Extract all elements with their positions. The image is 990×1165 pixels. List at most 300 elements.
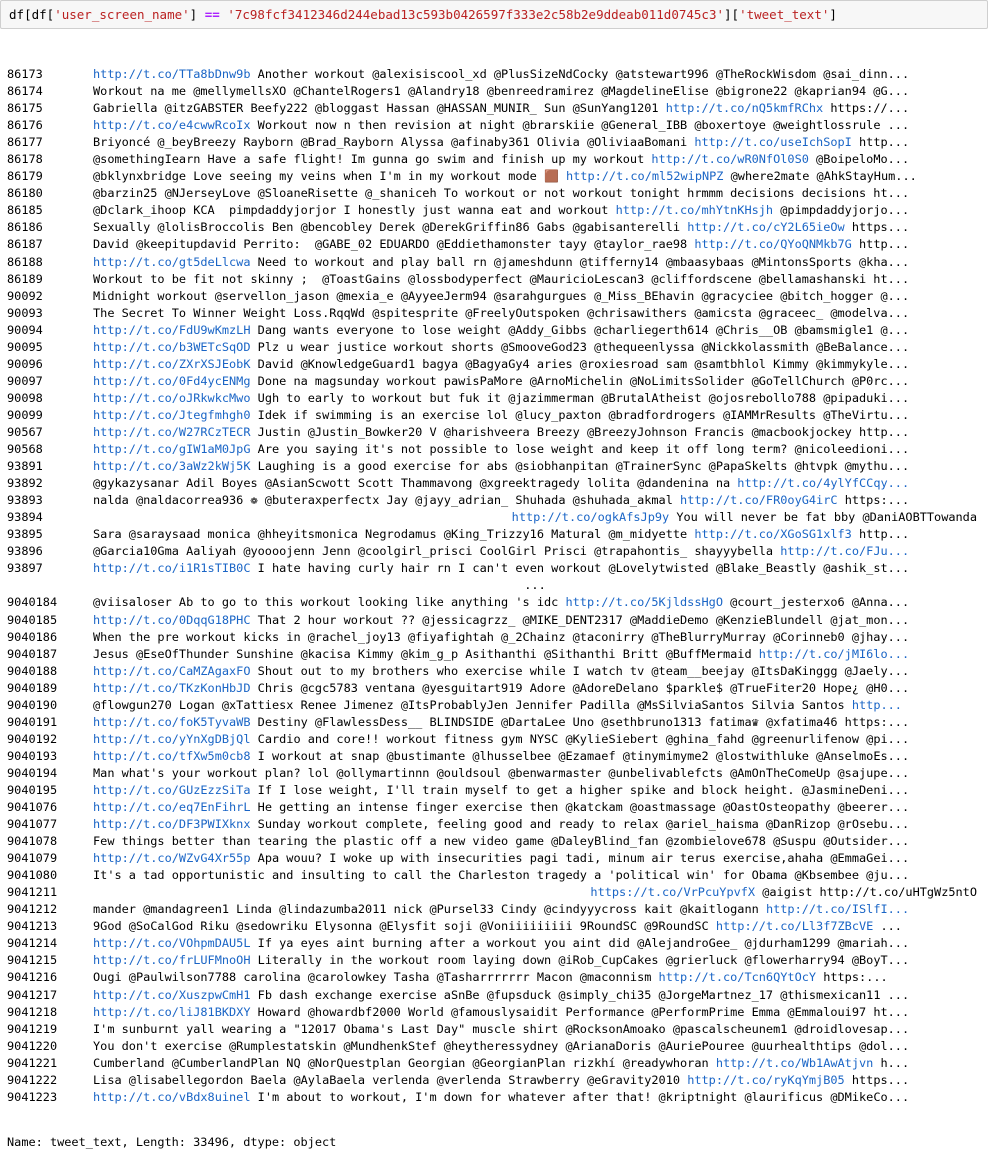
row-value [93,271,977,288]
row-index: 90096 [7,356,43,371]
row-value [93,407,977,424]
tweet-link[interactable]: http://t.co/W27RCzTECR [93,424,251,439]
value-text-post: Chris @cgc5783 ventana @yesguitart919 Adore @AdoreDelano $parkle$ @TrueFiter20 Hope¿ @H0... [250,680,910,695]
value-text-pre: mander @mandagreen1 Linda @lindazumba2011 nick @Pursel33 Cindy @cindyyycross kait @kaitlogann [93,902,766,917]
row-index: 93895 [7,527,43,542]
row-index: 9041211 [7,885,58,900]
row-value [93,663,977,680]
row-index: 9040194 [7,765,58,780]
series-row [7,1089,983,1106]
tweet-link[interactable]: http://t.co/0Fd4ycENMg [93,373,251,388]
row-index: 9041220 [7,1038,58,1053]
value-text-post: Justin @Justin_Bowker20 V @harishveera Breezy @BreezyJohnson Francis @macbookjockey http... [250,424,910,439]
row-index: 93891 [7,459,43,474]
series-row [7,441,983,458]
code-column: 'user_screen_name' [54,7,190,22]
value-text-pre: Man what's your workout plan? lol @ollymartinnn @ouldsoul @benwarmaster @unbelivablefcts @AmOnTheComeUp @sajupe... [93,765,910,780]
series-row [7,219,983,236]
code-bracket-5: ] [829,7,837,22]
series-row [7,816,983,833]
tweet-link[interactable]: http://t.co/XGoSG1xlf3 [694,527,852,542]
value-text-pre: David @keepitupdavid Perrito: @GABE_02 EDUARDO @Eddiethamonster tayy @taylor_rae98 [93,237,695,252]
value-text-pre: Sexually @lolisBroccolis Ben @bencobley Derek @DerekGriffin86 Gabs @gabisanterelli [93,220,688,235]
value-text-post: That 2 hour workout ?? @jessicagrzz_ @MIKE_DENT2317 @MaddieDemo @KenzieBlundell @jat_mon... [250,612,910,627]
tweet-link[interactable]: http://t.co/GUzEzzSiTa [93,782,251,797]
row-index: 93896 [7,544,43,559]
row-index: 9041213 [7,919,58,934]
value-text-post: Dang wants everyone to lose weight @Addy_Gibbs @charliegerth614 @Chris__OB @bamsmigle1 @... [250,322,910,337]
row-index: 86178 [7,152,43,167]
value-text-post: I workout at snap @bustimante @lhusselbee @Ezamaef @tinymimyme2 @lostwithluke @AnselmoEs... [250,748,910,763]
row-index: 93892 [7,476,43,491]
series-row [7,1055,983,1072]
value-text-pre: Briyoncé @_beyBreezy Rayborn @Brad_Rayborn Alyssa @afinaby361 Olivia @OliviaaBomani [93,135,695,150]
tweet-link[interactable]: http://t.co/mhYtnKHsjh [615,203,774,218]
series-row [7,543,983,560]
series-row [7,509,983,526]
series-row [7,305,983,322]
row-value [93,373,977,390]
tweet-link[interactable]: http://t.co/foK5TyvaWB [93,714,251,729]
row-index: 9040184 [7,595,58,610]
value-text-post: @pimpdaddyjorjo... [773,203,910,218]
series-row [7,560,983,577]
row-value [93,833,977,850]
value-text-pre: Midnight workout @servellon_jason @mexia_e @AyyeeJerm94 @sarahgurgues @_Miss_BEhavin @gracyciee @bitch_hogger @... [93,288,910,303]
row-index: 93893 [7,493,43,508]
row-index: 9041214 [7,936,58,951]
value-text-pre: @somethingIearn Have a safe flight! Im gunna go swim and finish up my workout [93,152,652,167]
row-value [93,322,977,339]
row-value [93,646,977,663]
value-text-pre: It's a tad opportunistic and insulting to call the Charleston tragedy a 'political win' for Obama @Kbsembee @ju... [93,868,910,883]
value-text-pre: Gabriella @itzGABSTER Beefy222 @bloggast Hassan @HASSAN_MUNIR_ Sun @SunYang1201 [93,101,666,116]
row-index: 86177 [7,135,43,150]
row-index: 90095 [7,339,43,354]
value-text-post: Cardio and core!! workout fitness gym NYSC @KylieSiebert @ghina_fahd @greenurlifenow @pi... [250,731,910,746]
tweet-link[interactable]: http://t.co/VOhpmDAU5L [93,936,251,951]
series-row [7,901,983,918]
row-index: 9040189 [7,680,58,695]
row-value [93,441,977,458]
row-index: 90097 [7,373,43,388]
row-index: 9040195 [7,782,58,797]
row-value [93,1055,977,1072]
code-bracket: [ [24,7,32,22]
series-row [7,322,983,339]
row-index: 9040191 [7,714,58,729]
row-value [93,680,977,697]
tweet-link[interactable]: http://t.co/DF3PWIXknx [93,817,251,832]
value-text-post: https://... [823,101,910,116]
row-index: 86189 [7,271,43,286]
value-text-post: @where2mate @AhkStayHum... [723,169,917,184]
row-value [93,731,977,748]
series-row [7,1021,983,1038]
tweet-link[interactable]: http://t.co/ryKqYmjB05 [687,1072,845,1087]
row-index: 9041079 [7,851,58,866]
row-index: 90099 [7,407,43,422]
value-text-post: Need to workout and play ball rn @jameshdunn @tifferny14 @mbaasybaas @MintonsSports @kha... [250,254,910,269]
row-index: 9041078 [7,834,58,849]
code-bracket-3: ] [189,7,205,22]
tweet-link[interactable]: http://t.co/Tcn6QYtOcY [658,970,817,985]
value-text-post: Ugh to early to workout but fuk it @jazimmerman @BrutalAtheist @ojosrebollo788 @pipaduki... [250,390,910,405]
value-text-pre: I'm sunburnt yall wearing a "12017 Obama's Last Day" muscle shirt @RocksonAmoako @pascalscheunem1 @droidlovesap... [93,1021,910,1036]
value-text-pre: Workout na me @mellymellsXO @ChantelRogers1 @Alandry18 @benreedramirez @MagdelineElise @bigrone22 @kaprian94 @G... [93,84,910,99]
tweet-link[interactable]: http://t.co/FdU9wKmzLH [93,322,251,337]
series-row [7,1072,983,1089]
row-value [93,612,977,629]
value-text-post: http... [851,135,910,150]
value-text-post: Laughing is a good exercise for abs @siobhanpitan @TrainerSync @PapaSkelts @htvpk @mythu... [250,459,910,474]
tweet-link[interactable]: http://t.co/0DqqG18PHC [93,612,251,627]
tweet-link[interactable]: http://t.co/4ylYfCCqy... [737,476,910,491]
series-row [7,714,983,731]
tweet-link[interactable]: http://t.co/wR0NfOl0S0 [651,152,809,167]
row-value [93,254,977,271]
value-text-post: If ya eyes aint burning after a workout you aint did @AlejandroGee_ @jdurham1299 @mariah... [250,936,910,951]
value-text-post: Shout out to my brothers who exercise while I watch tv @team__beejay @ItsDaKinggg @Jaely... [250,663,910,678]
series-row [7,492,983,509]
row-index: 90098 [7,390,43,405]
value-text-pre: Workout to be fit not skinny ; @ToastGains @lossbodyperfect @MauricioLescan3 @cliffordscene @bellamashanski ht... [93,271,910,286]
value-text-pre: ... [524,578,546,593]
tweet-link[interactable]: http://t.co/tfXw5m0cb8 [93,748,251,763]
tweet-link[interactable]: http://t.co/WZvG4Xr55p [93,851,251,866]
row-index: 86186 [7,220,43,235]
series-row [7,202,983,219]
row-value [93,66,977,83]
row-value [93,782,977,799]
tweet-link[interactable]: http://t.co/e4cwwRcoIx [93,118,251,133]
row-index: 9041219 [7,1021,58,1036]
row-value [93,288,977,305]
series-row [7,100,983,117]
value-text-pre: @Dclark_ihoop KCA pimpdaddyjorjor I honestly just wanna eat and workout [93,203,616,218]
value-text-post: @BoipeloMo... [808,152,910,167]
row-index: 86179 [7,169,43,184]
row-index: 86180 [7,186,43,201]
series-row [7,83,983,100]
tweet-link[interactable]: http://t.co/frLUFMnoOH [93,953,251,968]
code-value: '7c98fcf3412346d244ebad13c593b0426597f333e2c58b2e9ddeab011d0745c3' [227,7,725,22]
row-index: 93897 [7,561,43,576]
value-text-post: Destiny @FlawlessDess__ BLINDSIDE @DartaLee Uno @sethbruno1313 fatima♛ @xfatima46 https:... [250,714,910,729]
tweet-link[interactable]: http://t.co/i1R1sTIB0C [93,561,251,576]
row-index: 9040192 [7,731,58,746]
series-row [7,151,983,168]
series-row [7,475,983,492]
tweet-link[interactable]: http://t.co/Wb1AwAtjvn [715,1055,874,1070]
tweet-link[interactable]: http://t.co/3aWz2kWj5K [93,459,251,474]
row-index: 9040187 [7,646,58,661]
row-index: 9041077 [7,817,58,832]
row-index: 90568 [7,442,43,457]
row-index: 90567 [7,424,43,439]
row-index: 86188 [7,254,43,269]
row-value [93,151,977,168]
value-text-post: https... [844,1072,910,1087]
value-text-post: Workout now n then revision at night @brarskiie @General_IBB @boxertoye @weightlossrule ... [250,118,910,133]
row-value [93,918,977,935]
row-value [93,424,977,441]
value-text-pre: 9God @SoCalGod Riku @sedowriku Elysonna @Elysfit soji @Voniiiiiiiii 9RoundSC @9RoundSC [93,919,716,934]
value-text-pre: Ougi @Paulwilson7788 carolina @carolowkey Tasha @Tasharrrrrrr Macon @maconnism [93,970,659,985]
value-text-pre: Cumberland @CumberlandPlan NQ @NorQuestplan Georgian @GeorgianPlan rizkhí @readywhoran [93,1055,716,1070]
row-index: 9041076 [7,800,58,815]
tweet-link[interactable]: https://t.co/VrPcuYpvfX [590,885,756,900]
value-text-post: Another workout @alexisiscool_xd @PlusSizeNdCocky @atstewart996 @TheRockWisdom @sai_dinn... [250,67,910,81]
tweet-link[interactable]: http://t.co/FJu... [780,544,910,559]
series-row [7,969,983,986]
row-value [93,83,977,100]
row-value [93,526,977,543]
series-row [7,577,983,594]
row-value [93,168,977,185]
tweet-link[interactable]: http... [851,697,902,712]
row-value [93,987,977,1004]
value-text-post: https:... [837,493,910,508]
series-row [7,339,983,356]
row-value [93,748,977,765]
code-input-cell[interactable] [0,0,988,29]
value-text-pre: nalda @naldacorrea936 ❁ @buteraxperfectx Jay @jayy_adrian_ Shuhada @shuhada_akmal [93,493,681,508]
series-row [7,594,983,611]
tweet-link[interactable]: http://t.co/useIchSopI [694,135,852,150]
tweet-link[interactable]: http://t.co/ZXrXSJEobK [93,356,251,371]
series-row [7,526,983,543]
row-index: 90094 [7,322,43,337]
tweet-link[interactable]: http://t.co/b3WETcSqOD [93,339,251,354]
row-value [93,475,977,492]
row-value [93,509,977,526]
row-value [93,236,977,253]
row-value [93,100,977,117]
row-index: 9040185 [7,612,58,627]
row-value [93,492,977,509]
row-value [93,867,977,884]
value-text-post: If I lose weight, I'll train myself to get a higher spike and block height. @JasmineDeni... [250,782,910,797]
tweet-link[interactable]: http://t.co/Jtegfmhgh0 [93,407,251,422]
series-row [7,168,983,185]
series-row [7,935,983,952]
tweet-link[interactable]: http://t.co/ml52wipNPZ [565,169,724,184]
tweet-link[interactable]: http://t.co/ogkAfsJp9y [511,510,670,525]
series-row [7,765,983,782]
row-value [93,629,977,646]
row-index: 9041216 [7,970,58,985]
row-index: 9041215 [7,953,58,968]
code-bracket-4: ][ [724,7,740,22]
tweet-link[interactable]: http://t.co/XuszpwCmH1 [93,987,251,1002]
series-row [7,373,983,390]
row-value [93,577,977,594]
row-value [93,714,977,731]
value-text-pre: @gykazysanar Adil Boyes @AsianScwott Scott Thammavong @xgreektragedy lolita @dandenina na [93,476,738,491]
series-row [7,424,983,441]
row-index: 9040186 [7,629,58,644]
series-row [7,782,983,799]
row-value [93,219,977,236]
series-row [7,799,983,816]
value-text-pre: You don't exercise @Rumplestatskin @MundhenkStef @heytheressydney @ArianaDoris @AuriePouree @uurhealthtips @dol... [93,1038,910,1053]
series-row [7,646,983,663]
value-text-pre: @bklynxbridge Love seeing my veins when I'm in my workout mode 🟫 [93,169,566,184]
series-rows [7,66,983,1106]
code-df: df [9,7,25,22]
value-text-post: ... [873,919,902,934]
value-text-post: Fb dash exchange exercise aSnBe @fupsduck @simply_chi35 @JorgeMartnez_17 @thismexican11 ... [250,987,910,1002]
value-text-post: David @KnowledgeGuard1 bagya @BagyaGy4 aries @roxiesroad sam @samtbhlol Kimmy @kimmykyle... [250,356,910,371]
row-index: 9041080 [7,868,58,883]
value-text-post: http... [851,527,910,542]
row-value [93,356,977,373]
series-row [7,612,983,629]
row-index: 9041222 [7,1072,58,1087]
row-index: 86185 [7,203,43,218]
row-value [93,1004,977,1021]
row-value [93,1089,977,1106]
value-text-pre: @viisaloser Ab to go to this workout looking like anything 's idc [93,595,566,610]
row-value [93,1038,977,1055]
row-value [93,117,977,134]
series-row [7,254,983,271]
value-text-pre: Jesus @EseOfThunder Sunshine @kacisa Kimmy @kim_g_p Asithanthi @Sithanthi Britt @BuffMermaid [93,646,759,661]
value-text-post: I hate having curly hair rn I can't even workout @Lovelytwisted @Blake_Beastly @ashik_st... [250,561,910,576]
series-row [7,117,983,134]
series-row [7,185,983,202]
row-value [93,458,977,475]
tweet-link[interactable]: http://t.co/eq7EnFihrL [93,800,251,815]
row-value [93,850,977,867]
tweet-link[interactable]: http://t.co/gIW1aM0JpG [93,442,251,457]
code-op: == [204,7,220,22]
tweet-link[interactable]: http://t.co/ISlfI... [765,902,910,917]
series-row [7,884,983,901]
tweet-link[interactable]: http://t.co/TTa8bDnw9b [93,67,251,81]
series-row [7,356,983,373]
row-value [93,560,977,577]
value-text-post: Sunday workout complete, feeling good and ready to relax @ariel_haisma @DanRizop @rOsebu... [250,817,910,832]
value-text-pre: Sara @saraysaad monica @hheyitsmonica Negrodamus @King_Trizzy16 Matural @m_midyette [93,527,695,542]
row-index: 86176 [7,118,43,133]
series-row [7,918,983,935]
series-row [7,66,983,83]
row-value [93,134,977,151]
row-value [93,1021,977,1038]
row-value [93,594,977,611]
row-value [93,339,977,356]
value-text-post: https:... [816,970,888,985]
value-text-pre: @flowgun270 Logan @xTattiesx Renee Jimenez @ItsProbablyJen Jennifer Padilla @MsSilviaSantos Silvia Santos [93,697,852,712]
code-line [9,7,837,23]
tweet-link[interactable]: http://t.co/Ll3f7ZBcVE [715,919,874,934]
tweet-link[interactable]: http://t.co/FR0oyG4irC [680,493,838,508]
row-index: 9041217 [7,987,58,1002]
tweet-link[interactable]: http://t.co/cY2L65ieOw [687,220,845,235]
tweet-link[interactable]: http://t.co/QYoQNMkb7G [694,237,852,252]
series-row [7,1004,983,1021]
series-row [7,952,983,969]
tweet-link[interactable]: http://t.co/5KjldssHgO [565,595,723,610]
row-value [93,543,977,560]
series-row [7,271,983,288]
tweet-link[interactable]: http://t.co/vBdx8uinel [93,1089,251,1104]
series-row [7,663,983,680]
series-row [7,833,983,850]
code-bracket-2: [ [46,7,55,22]
tweet-link[interactable]: http://t.co/gt5deLlcwa [93,254,251,269]
series-row [7,748,983,765]
value-text-post: Plz u wear justice workout shorts @SmooveGod23 @thequeenlyssa @Nickkolassmith @BeBalance... [250,339,910,354]
row-value [93,765,977,782]
row-index: 9041221 [7,1055,58,1070]
tweet-link[interactable]: http://t.co/TKzKonHbJD [93,680,251,695]
row-value [93,202,977,219]
value-text-post: I'm about to workout, I'm down for whatever after that! @kriptnight @laurificus @DMikeCo... [250,1089,910,1104]
row-value [93,799,977,816]
row-index: 9040188 [7,663,58,678]
row-value [93,952,977,969]
value-text-post: Apa wouu? I woke up with insecurities pagi tadi, minum air terus exercise,ahaha @EmmaGei... [250,851,910,866]
value-text-pre: When the pre workout kicks in @rachel_joy13 @fiyafightah @_2Chainz @taconirry @TheBlurryMurray @Corinneb0 @jhay... [93,629,910,644]
row-value [93,901,977,918]
value-text-post: http... [851,237,910,252]
series-row [7,680,983,697]
tweet-link[interactable]: http://t.co/CaMZAgaxFO [93,663,251,678]
row-value [93,816,977,833]
output-area [7,38,983,1165]
value-text-post: He getting an intense finger exercise then @katckam @oastmassage @OastOsteopathy @beerer... [250,800,910,815]
row-value [93,1072,977,1089]
value-text-post: https... [844,220,910,235]
tweet-link[interactable]: http://t.co/yYnXgDBjQl [93,731,251,746]
row-index: 90092 [7,288,43,303]
series-row [7,697,983,714]
value-text-post: Literally in the workout room laying down @iRob_CupCakes @grierluck @flowerharry94 @BoyT... [250,953,910,968]
series-row [7,288,983,305]
row-index: 9041218 [7,1004,58,1019]
series-row [7,987,983,1004]
tweet-link[interactable]: http://t.co/liJ81BKDXY [93,1004,251,1019]
tweet-link[interactable]: http://t.co/jMI6lo... [758,646,910,661]
row-index: 86175 [7,101,43,116]
series-row [7,867,983,884]
tweet-link[interactable]: http://t.co/nQ5kmfRChx [665,101,824,116]
series-row [7,390,983,407]
value-text-pre: @barzin25 @NJerseyLove @SloaneRisette @_shaniceh To workout or not workout tonight hrmmm decisions decisions ht... [93,186,910,201]
tweet-link[interactable]: http://t.co/oJRkwkcMwo [93,390,251,405]
value-text-post: @court_jesterxo6 @Anna... [722,595,910,610]
value-text-post: h... [873,1055,910,1070]
series-row [7,236,983,253]
series-footer: Name: tweet_text, Length: 33496, dtype: object [7,1134,337,1149]
row-index: 9040190 [7,697,58,712]
value-text-post: @aigist http://t.co/uHTgWz5ntO [755,885,977,900]
code-selected: 'tweet_text' [739,7,830,22]
series-row [7,850,983,867]
series-row [7,134,983,151]
value-text-pre: The Secret To Winner Weight Loss.RqqWd @spitesprite @FreelyOutspoken @chrisawithers @amicsta @graceec_ @modelva... [93,305,910,320]
value-text-post: Are you saying it's not possible to lose weight and keep it off long term? @nicoleedioni... [250,442,910,457]
code-df-inner: df [31,7,47,22]
row-value [93,185,977,202]
series-row [7,731,983,748]
row-value [93,935,977,952]
value-text-pre: @Garcia10Gma Aaliyah @yoooojenn Jenn @coolgirl_prisci CoolGirl Prisci @trapahontis_ shayyybella [93,544,781,559]
row-value [93,697,977,714]
